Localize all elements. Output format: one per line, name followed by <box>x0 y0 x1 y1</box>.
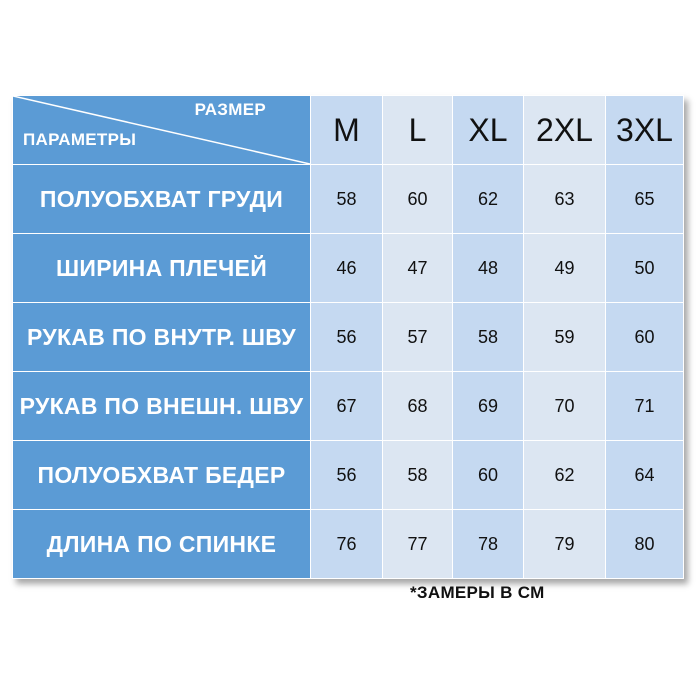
table-row <box>13 234 684 303</box>
value-cell: 57 <box>383 303 453 372</box>
value-cell: 79 <box>524 510 606 579</box>
value-cell: 70 <box>524 372 606 441</box>
value-cell: 62 <box>453 165 524 234</box>
param-label: РУКАВ ПО ВНУТР. ШВУ <box>13 303 311 372</box>
table-row <box>13 165 684 234</box>
value-cell: 76 <box>311 510 383 579</box>
value-cell: 58 <box>383 441 453 510</box>
size-header-xl: XL <box>453 96 524 165</box>
param-label: ШИРИНА ПЛЕЧЕЙ <box>13 234 311 303</box>
table-row <box>13 303 684 372</box>
value-cell: 46 <box>311 234 383 303</box>
value-cell: 60 <box>606 303 684 372</box>
corner-header-cell <box>13 96 311 165</box>
size-header-2xl: 2XL <box>524 96 606 165</box>
value-cell: 71 <box>606 372 684 441</box>
value-cell: 62 <box>524 441 606 510</box>
value-cell: 47 <box>383 234 453 303</box>
value-cell: 69 <box>453 372 524 441</box>
param-label: РУКАВ ПО ВНЕШН. ШВУ <box>13 372 311 441</box>
value-cell: 78 <box>453 510 524 579</box>
size-chart-table <box>12 95 684 579</box>
value-cell: 77 <box>383 510 453 579</box>
value-cell: 67 <box>311 372 383 441</box>
value-cell: 58 <box>453 303 524 372</box>
value-cell: 58 <box>311 165 383 234</box>
value-cell: 65 <box>606 165 684 234</box>
value-cell: 56 <box>311 441 383 510</box>
value-cell: 80 <box>606 510 684 579</box>
value-cell: 63 <box>524 165 606 234</box>
param-label: ПОЛУОБХВАТ БЕДЕР <box>13 441 311 510</box>
value-cell: 60 <box>453 441 524 510</box>
measurement-footnote: *ЗАМЕРЫ В СМ <box>410 583 545 602</box>
value-cell: 64 <box>606 441 684 510</box>
value-cell: 50 <box>606 234 684 303</box>
size-header-l: L <box>383 96 453 165</box>
size-header-row <box>13 96 684 165</box>
value-cell: 59 <box>524 303 606 372</box>
corner-params-label: ПАРАМЕТРЫ <box>23 130 137 149</box>
value-cell: 56 <box>311 303 383 372</box>
table-row <box>13 510 684 579</box>
value-cell: 48 <box>453 234 524 303</box>
param-label: ПОЛУОБХВАТ ГРУДИ <box>13 165 311 234</box>
table-row <box>13 372 684 441</box>
value-cell: 60 <box>383 165 453 234</box>
table-row <box>13 441 684 510</box>
size-header-m: M <box>311 96 383 165</box>
size-header-3xl: 3XL <box>606 96 684 165</box>
value-cell: 68 <box>383 372 453 441</box>
param-label: ДЛИНА ПО СПИНКЕ <box>13 510 311 579</box>
value-cell: 49 <box>524 234 606 303</box>
corner-size-label: РАЗМЕР <box>194 100 266 119</box>
